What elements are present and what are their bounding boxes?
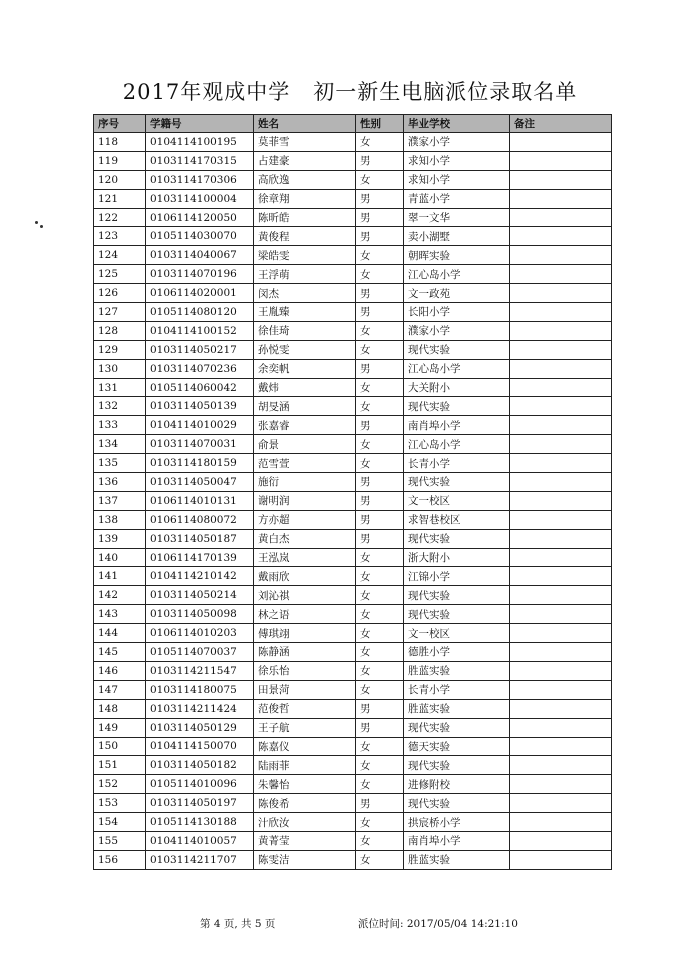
header-seq: 序号 [94,115,146,133]
cell-remarks [510,303,612,322]
table-row [94,133,612,152]
cell-student-id: 0103114050214 [146,586,254,605]
cell-gender: 女 [356,680,404,699]
cell-gender: 男 [356,718,404,737]
cell-student-id: 0103114050139 [146,397,254,416]
cell-name: 刘沁祺 [254,586,356,605]
cell-seq: 143 [94,605,146,624]
cell-name: 戴雨欣 [254,567,356,586]
cell-student-id: 0103114040067 [146,246,254,265]
cell-gender: 女 [356,605,404,624]
cell-gender: 女 [356,586,404,605]
cell-name: 黄白杰 [254,529,356,548]
table-row [94,567,612,586]
table-row [94,151,612,170]
cell-name: 黄俊程 [254,227,356,246]
cell-student-id: 0105114010096 [146,775,254,794]
cell-seq: 128 [94,321,146,340]
cell-name: 莫菲雪 [254,133,356,152]
cell-student-id: 0104114100152 [146,321,254,340]
cell-name: 俞景 [254,435,356,454]
table-row [94,340,612,359]
cell-remarks [510,756,612,775]
cell-name: 范俊哲 [254,699,356,718]
cell-student-id: 0106114170139 [146,548,254,567]
cell-gender: 女 [356,321,404,340]
cell-seq: 150 [94,737,146,756]
cell-seq: 137 [94,491,146,510]
cell-school: 现代实验 [404,397,510,416]
cell-school: 现代实验 [404,340,510,359]
cell-gender: 女 [356,813,404,832]
table-row [94,737,612,756]
cell-name: 胡旻涵 [254,397,356,416]
cell-gender: 男 [356,303,404,322]
cell-name: 孙悦雯 [254,340,356,359]
cell-student-id: 0105114070037 [146,643,254,662]
cell-remarks [510,170,612,189]
cell-gender: 女 [356,170,404,189]
cell-student-id: 0103114180159 [146,454,254,473]
cell-school: 胜蓝实验 [404,850,510,869]
cell-school: 长青小学 [404,680,510,699]
cell-remarks [510,284,612,303]
cell-remarks [510,680,612,699]
cell-gender: 女 [356,454,404,473]
cell-remarks [510,718,612,737]
cell-school: 求智巷校区 [404,510,510,529]
cell-school: 胜蓝实验 [404,661,510,680]
cell-name: 陈嘉仪 [254,737,356,756]
cell-student-id: 0105114080120 [146,303,254,322]
cell-student-id: 0104114210142 [146,567,254,586]
cell-name: 陆雨菲 [254,756,356,775]
cell-student-id: 0103114050047 [146,473,254,492]
cell-gender: 男 [356,529,404,548]
table-row [94,246,612,265]
cell-school: 青蓝小学 [404,189,510,208]
cell-remarks [510,416,612,435]
cell-name: 方亦超 [254,510,356,529]
cell-student-id: 0103114050187 [146,529,254,548]
table-row [94,586,612,605]
cell-seq: 123 [94,227,146,246]
cell-school: 卖小湖墅 [404,227,510,246]
cell-student-id: 0105114030070 [146,227,254,246]
table-row [94,321,612,340]
cell-name: 徐章翔 [254,189,356,208]
cell-gender: 男 [356,510,404,529]
cell-school: 德胜小学 [404,643,510,662]
cell-gender: 女 [356,737,404,756]
cell-school: 现代实验 [404,756,510,775]
cell-remarks [510,208,612,227]
cell-name: 徐乐怡 [254,661,356,680]
cell-student-id: 0103114050182 [146,756,254,775]
cell-name: 施衍 [254,473,356,492]
cell-remarks [510,454,612,473]
cell-remarks [510,473,612,492]
cell-gender: 女 [356,133,404,152]
cell-school: 南肖埠小学 [404,416,510,435]
cell-name: 陈昕皓 [254,208,356,227]
cell-gender: 男 [356,151,404,170]
cell-gender: 男 [356,794,404,813]
cell-seq: 132 [94,397,146,416]
cell-school: 南肖埠小学 [404,831,510,850]
cell-name: 闵杰 [254,284,356,303]
cell-school: 现代实验 [404,473,510,492]
page-title: 2017年观成中学 初一新生电脑派位录取名单 [122,80,578,104]
cell-gender: 女 [356,661,404,680]
table-row [94,831,612,850]
header-gender: 性别 [356,115,404,133]
cell-student-id: 0103114050098 [146,605,254,624]
cell-gender: 女 [356,246,404,265]
cell-seq: 135 [94,454,146,473]
cell-remarks [510,775,612,794]
cell-seq: 136 [94,473,146,492]
cell-gender: 男 [356,189,404,208]
cell-seq: 149 [94,718,146,737]
cell-student-id: 0103114100004 [146,189,254,208]
table-row [94,473,612,492]
cell-school: 德天实验 [404,737,510,756]
table-row [94,548,612,567]
cell-gender: 女 [356,756,404,775]
cell-student-id: 0103114070196 [146,265,254,284]
cell-seq: 155 [94,831,146,850]
cell-name: 陈静涵 [254,643,356,662]
cell-school: 求知小学 [404,170,510,189]
cell-school: 求知小学 [404,151,510,170]
cell-name: 傅琪翊 [254,624,356,643]
cell-name: 林之语 [254,605,356,624]
cell-name: 王浮萌 [254,265,356,284]
cell-seq: 146 [94,661,146,680]
cell-gender: 女 [356,397,404,416]
table-row [94,718,612,737]
cell-name: 占建豪 [254,151,356,170]
cell-name: 王泓岚 [254,548,356,567]
cell-seq: 118 [94,133,146,152]
cell-name: 梁皓雯 [254,246,356,265]
cell-name: 徐佳琦 [254,321,356,340]
cell-gender: 女 [356,775,404,794]
cell-remarks [510,699,612,718]
cell-student-id: 0106114010131 [146,491,254,510]
table-row [94,435,612,454]
cell-name: 朱馨怡 [254,775,356,794]
cell-school: 文一政苑 [404,284,510,303]
cell-school: 现代实验 [404,605,510,624]
scan-speck [40,225,43,228]
cell-school: 江心岛小学 [404,265,510,284]
cell-school: 江心岛小学 [404,359,510,378]
cell-remarks [510,529,612,548]
cell-student-id: 0103114170306 [146,170,254,189]
cell-seq: 125 [94,265,146,284]
cell-seq: 144 [94,624,146,643]
cell-seq: 126 [94,284,146,303]
cell-name: 陈俊希 [254,794,356,813]
cell-school: 长青小学 [404,454,510,473]
cell-student-id: 0103114070031 [146,435,254,454]
cell-school: 朝晖实验 [404,246,510,265]
cell-seq: 148 [94,699,146,718]
table-row [94,813,612,832]
cell-gender: 男 [356,416,404,435]
cell-student-id: 0104114100195 [146,133,254,152]
cell-seq: 119 [94,151,146,170]
cell-gender: 男 [356,491,404,510]
cell-school: 现代实验 [404,586,510,605]
cell-name: 张嘉睿 [254,416,356,435]
table-row [94,359,612,378]
table-row [94,454,612,473]
cell-remarks [510,586,612,605]
table-row [94,529,612,548]
table-row [94,397,612,416]
cell-school: 现代实验 [404,718,510,737]
cell-gender: 女 [356,340,404,359]
cell-gender: 女 [356,548,404,567]
header-school: 毕业学校 [404,115,510,133]
cell-school: 濮家小学 [404,133,510,152]
cell-seq: 139 [94,529,146,548]
cell-student-id: 0103114050197 [146,794,254,813]
table-row [94,775,612,794]
table-row [94,680,612,699]
cell-name: 王子航 [254,718,356,737]
cell-gender: 男 [356,699,404,718]
cell-gender: 男 [356,473,404,492]
cell-remarks [510,567,612,586]
cell-remarks [510,265,612,284]
scan-speck [35,221,38,224]
table-row [94,227,612,246]
cell-remarks [510,378,612,397]
header-remarks: 备注 [510,115,612,133]
cell-school: 文一校区 [404,491,510,510]
table-row [94,491,612,510]
cell-name: 王胤臻 [254,303,356,322]
cell-remarks [510,831,612,850]
cell-remarks [510,151,612,170]
cell-school: 文一校区 [404,624,510,643]
cell-name: 谢明润 [254,491,356,510]
cell-name: 范雪萱 [254,454,356,473]
admission-table [93,114,612,870]
cell-seq: 133 [94,416,146,435]
cell-student-id: 0103114050129 [146,718,254,737]
cell-remarks [510,189,612,208]
cell-student-id: 0105114060042 [146,378,254,397]
cell-student-id: 0103114180075 [146,680,254,699]
cell-remarks [510,397,612,416]
draw-timestamp: 派位时间: 2017/05/04 14:21:10 [358,918,518,930]
cell-student-id: 0106114080072 [146,510,254,529]
cell-student-id: 0106114010203 [146,624,254,643]
cell-seq: 138 [94,510,146,529]
cell-gender: 男 [356,359,404,378]
table-row [94,170,612,189]
cell-student-id: 0103114050217 [146,340,254,359]
cell-gender: 女 [356,831,404,850]
cell-name: 陈雯洁 [254,850,356,869]
cell-seq: 154 [94,813,146,832]
cell-student-id: 0103114070236 [146,359,254,378]
cell-name: 余奕帆 [254,359,356,378]
table-row [94,378,612,397]
cell-name: 高欣逸 [254,170,356,189]
table-row [94,189,612,208]
cell-remarks [510,491,612,510]
cell-student-id: 0106114020001 [146,284,254,303]
cell-seq: 151 [94,756,146,775]
cell-seq: 145 [94,643,146,662]
cell-remarks [510,227,612,246]
cell-remarks [510,661,612,680]
cell-remarks [510,624,612,643]
table-row [94,284,612,303]
cell-gender: 男 [356,208,404,227]
page-indicator: 第 4 页, 共 5 页 [200,918,276,930]
cell-school: 现代实验 [404,529,510,548]
table-row [94,303,612,322]
cell-name: 汁欣汝 [254,813,356,832]
cell-gender: 男 [356,284,404,303]
table-row [94,661,612,680]
cell-gender: 女 [356,265,404,284]
cell-student-id: 0103114211707 [146,850,254,869]
table-row [94,850,612,869]
cell-name: 田景菏 [254,680,356,699]
cell-school: 胜蓝实验 [404,699,510,718]
cell-school: 长阳小学 [404,303,510,322]
cell-gender: 女 [356,850,404,869]
table-row [94,643,612,662]
table-row [94,605,612,624]
table-row [94,756,612,775]
cell-seq: 152 [94,775,146,794]
table-row [94,624,612,643]
cell-school: 进修附校 [404,775,510,794]
cell-gender: 女 [356,378,404,397]
cell-student-id: 0106114120050 [146,208,254,227]
cell-remarks [510,850,612,869]
cell-remarks [510,794,612,813]
table-row [94,699,612,718]
cell-seq: 122 [94,208,146,227]
cell-school: 浙大附小 [404,548,510,567]
cell-seq: 121 [94,189,146,208]
table-row [94,208,612,227]
cell-seq: 127 [94,303,146,322]
cell-seq: 153 [94,794,146,813]
cell-remarks [510,359,612,378]
cell-seq: 134 [94,435,146,454]
cell-seq: 142 [94,586,146,605]
cell-student-id: 0104114010057 [146,831,254,850]
cell-remarks [510,605,612,624]
cell-school: 现代实验 [404,794,510,813]
cell-seq: 141 [94,567,146,586]
cell-student-id: 0103114211424 [146,699,254,718]
cell-seq: 130 [94,359,146,378]
table-header-row [94,115,612,133]
cell-seq: 156 [94,850,146,869]
cell-gender: 女 [356,643,404,662]
cell-school: 濮家小学 [404,321,510,340]
cell-remarks [510,548,612,567]
cell-remarks [510,340,612,359]
cell-remarks [510,643,612,662]
cell-student-id: 0103114170315 [146,151,254,170]
cell-gender: 女 [356,567,404,586]
cell-student-id: 0105114130188 [146,813,254,832]
table-row [94,510,612,529]
cell-remarks [510,321,612,340]
cell-seq: 120 [94,170,146,189]
header-name: 姓名 [254,115,356,133]
cell-seq: 131 [94,378,146,397]
cell-seq: 129 [94,340,146,359]
cell-remarks [510,737,612,756]
cell-school: 江锦小学 [404,567,510,586]
cell-school: 大关附小 [404,378,510,397]
cell-name: 戴炜 [254,378,356,397]
cell-seq: 140 [94,548,146,567]
cell-remarks [510,813,612,832]
cell-remarks [510,133,612,152]
cell-gender: 男 [356,227,404,246]
cell-gender: 女 [356,435,404,454]
cell-student-id: 0103114211547 [146,661,254,680]
cell-seq: 124 [94,246,146,265]
header-student-id: 学籍号 [146,115,254,133]
cell-remarks [510,246,612,265]
cell-remarks [510,510,612,529]
cell-remarks [510,435,612,454]
cell-seq: 147 [94,680,146,699]
table-row [94,265,612,284]
cell-school: 拱宸桥小学 [404,813,510,832]
cell-name: 黄菁莹 [254,831,356,850]
table-row [94,416,612,435]
table-row [94,794,612,813]
cell-student-id: 0104114010029 [146,416,254,435]
cell-school: 江心岛小学 [404,435,510,454]
cell-gender: 女 [356,624,404,643]
cell-school: 翠一文华 [404,208,510,227]
cell-student-id: 0104114150070 [146,737,254,756]
